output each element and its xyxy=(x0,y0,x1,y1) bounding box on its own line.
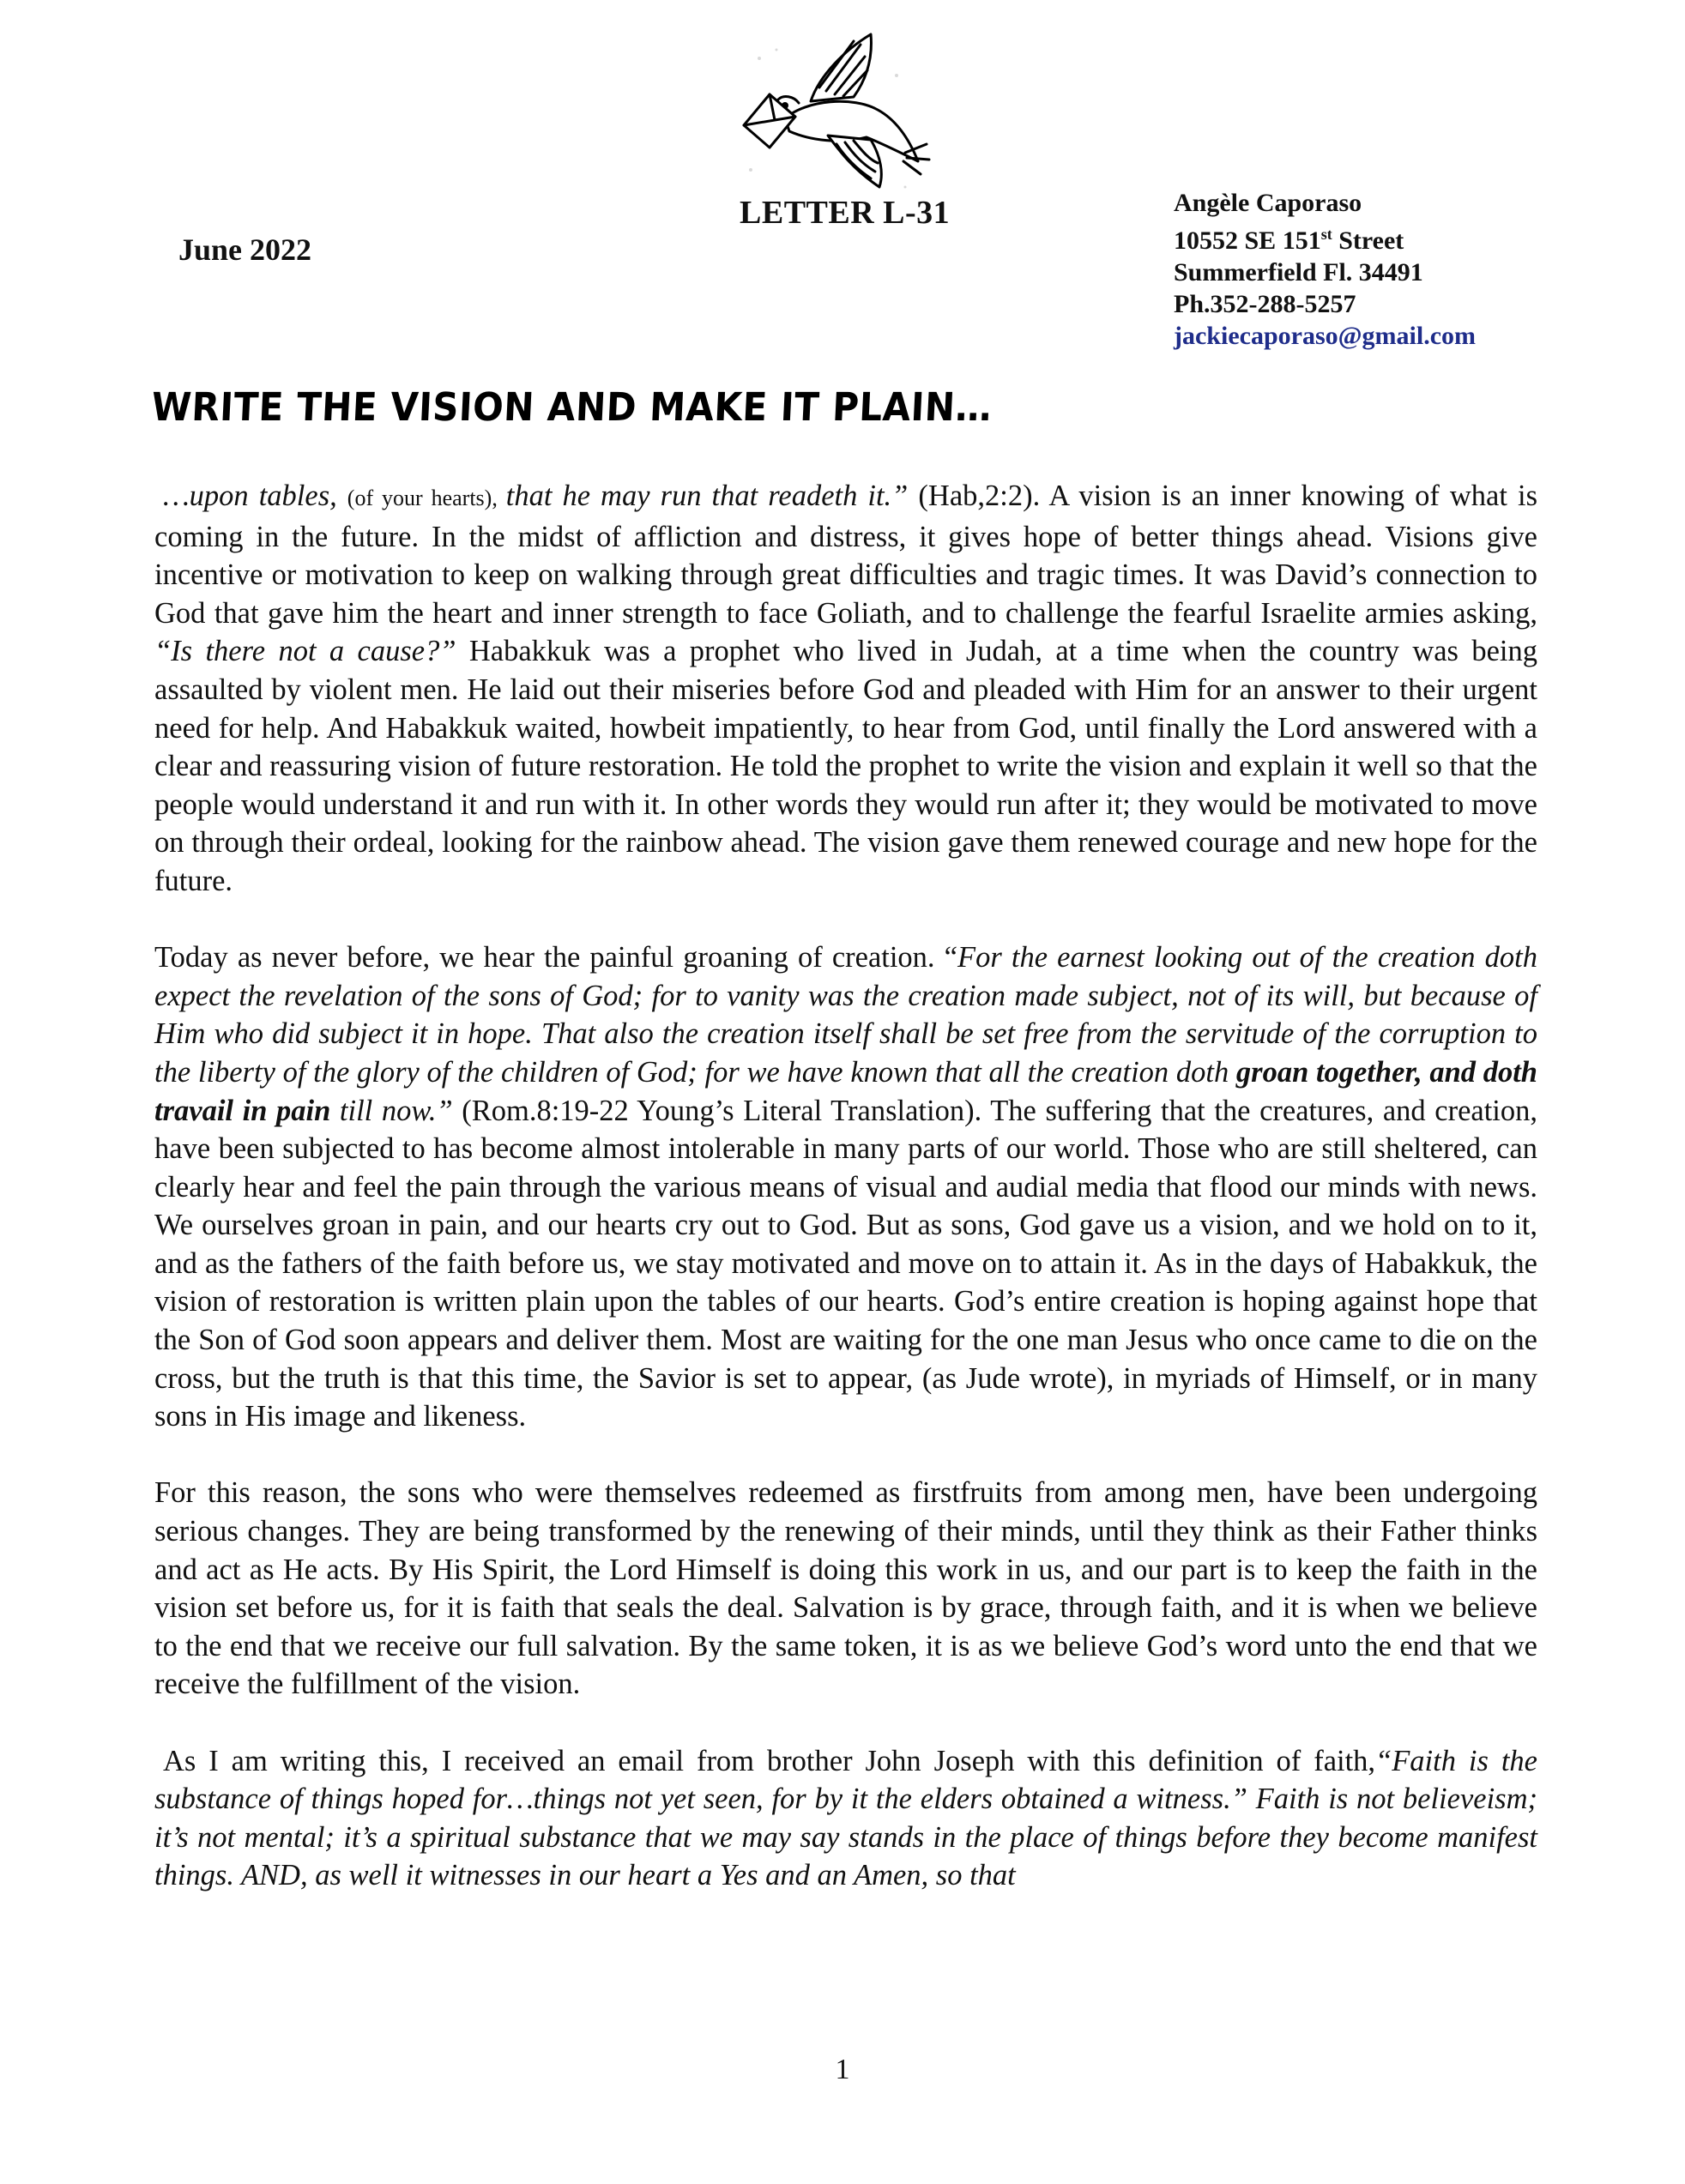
letter-title: WRITE THE VISION AND MAKE IT PLAIN… xyxy=(150,384,993,430)
sender-phone: Ph.352-288-5257 xyxy=(1174,290,1356,318)
sender-name: Angèle Caporaso xyxy=(1174,189,1362,217)
sender-email-link[interactable]: jackiecaporaso@gmail.com xyxy=(1174,322,1477,350)
paragraph-1: …upon tables, (of your hearts), that he may run that readeth it.” (Hab,2:2). A vision is an inner knowing of what is coming in the future. In the midst of affliction and distress, it gives hope of better things ahead. Visions give incentive or motivation to keep on walking through great difficulties and tragic times. It was David’s connection to God that gave him the heart and inner strength to face Goliath, and to challenge the fearful Israelite armies asking, “Is there not a cause?” Habakkuk was a prophet who lived in Judah, at a time when the country was being assaulted by violent men. He laid out their miseries before God and pleaded with Him for an answer to their urgent need for help. And Habakkuk waited, howbeit impatiently, to hear from God, until finally the Lord answered with a clear and reassuring vision of future restoration. He told the prophet to write the vision and explain it well so that the people would understand it and run with it. In other words they would run after it; they would be motivated to move on through their ordeal, looking for the rainbow ahead. The vision gave them renewed courage and new hope for the future. xyxy=(154,480,1538,897)
paragraph-2: Today as never before, we hear the painful groaning of creation. “For the earnest looking out of the creation doth expect the revelation of the sons of God; for to vanity was the creation made subject, not of its will, but because of Him who did subject it in hope. That also the creation itself shall be set free from the servitude of the corruption to the liberty of the glory of the children of God; for we have known that all the creation doth groan together, and doth travail in pain till now.” (Rom.8:19-22 Young’s Literal Translation). The suffering that the creatures, and creation, have been subjected to has become almost intolerable in many parts of our world. Those who are still sheltered, can clearly hear and feel the pain through the various means of visual and audial media that flood our minds with news. We ourselves groan in pain, and our hearts cry out to God. But as sons, God gave us a vision, and we hold on to it, and as the fathers of the faith before us, we stay motivated and move on to attain it. As in the days of Habakkuk, the vision of restoration is written plain upon the tables of our hearts. God’s entire creation is hoping against hope that the Son of God soon appears and deliver them. Most are waiting for the one man Jesus who once came to die on the cross, but the truth is that this time, the Savior is set to appear, (as Jude wrote), in myriads of Himself, or in many sons in His image and likeness. xyxy=(154,941,1537,1433)
letter-number: LETTER L-31 xyxy=(740,195,951,231)
dove-with-letter-icon xyxy=(725,24,931,204)
sender-address-block xyxy=(1174,187,1476,352)
paragraph-4: As I am writing this, I received an email from brother John Joseph with this definition of faith,“Faith is the substance of things hoped for…things not yet seen, for by it the elders obtained a witness.” Faith is not believeism; it’s not mental; it’s a spiritual substance that we may say stands in the place of things before they become manifest things. AND, as well it witnesses in our heart a Yes and an Amen, so that xyxy=(154,1744,1537,1892)
letter-body xyxy=(154,477,1537,1934)
paragraph-3: For this reason, the sons who were themselves redeemed as firstfruits from among men, have been undergoing serious changes. They are being transformed by the renewing of their minds, until they think as their Father thinks and act as He acts. By His Spirit, the Lord Himself is doing this work in us, and our part is to keep the faith in the vision set before us, for it is faith that seals the deal. Salvation is by grace, through faith, and it is when we believe to the end that we receive our full salvation. By the same token, it is as we believe God’s word unto the end that we receive the fulfillment of the vision. xyxy=(154,1476,1537,1701)
sender-city: Summerfield Fl. 34491 xyxy=(1174,258,1423,287)
page-number: 1 xyxy=(835,2054,850,2085)
sender-street: 10552 SE 151st Street xyxy=(1174,226,1404,255)
letter-date: June 2022 xyxy=(178,232,312,267)
